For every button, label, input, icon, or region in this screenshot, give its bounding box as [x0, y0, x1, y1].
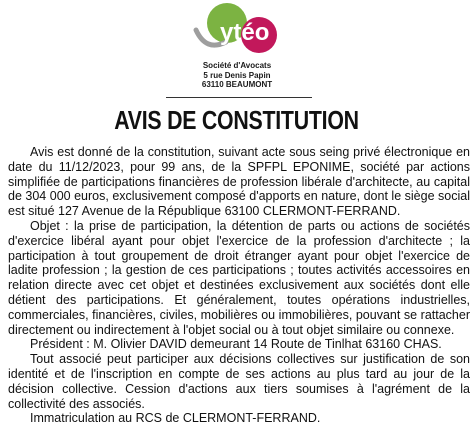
divider	[166, 97, 312, 98]
paragraph-constitution: Avis est donné de la constitution, suivant acte sous seing privé électronique en date du 11/12/2023, pour 99 ans, de la SPFPL EPONIME, société par actions simplifiée de participations financières de profession libérale d'architecte, au capital de 304 000 euros, exclusivement composé d'apports en nature, dont le siège social est situé 127 Avenue de la République 63100 CLERMONT-FERRAND.	[8, 145, 470, 219]
paragraph-president: Président : M. Olivier DAVID demeurant 14 Route de Tinlhat 63160 CHAS.	[30, 337, 442, 352]
logo-brand-text: ytéo	[220, 19, 270, 46]
paragraph-immatriculation: Immatriculation au RCS de CLERMONT-FERRAND.	[30, 411, 321, 426]
logo	[192, 2, 282, 90]
logo-line-2: 5 rue Denis Papin	[203, 70, 271, 80]
logo-line-3: 63110 BEAUMONT	[201, 80, 273, 90]
paragraph-decisions: Tout associé peut participer aux décisions collectives sur justification de son identité et de l'inscription en compte de ses actions au plus tard au jour de la décision collective. Cession d'actions aux tiers soumises à l'agrément de la collectivité des associés.	[8, 352, 470, 411]
logo-line-1: Société d'Avocats	[202, 61, 272, 70]
yteo-logo-icon	[192, 2, 282, 60]
paragraph-objet: Objet : la prise de participation, la détention de parts ou actions de sociétés d'exercice libéral ayant pour objet l'exercice de la profession d'architecte ; la participation à tout groupement de droit étranger ayant pour objet l'exercice de ladite profession ; la gestion de ces participations ; toutes activités accessoires en relation directe avec cet objet et destinées exclusivement aux sociétés dont elle détient des participations. Et généralement, toutes opérations industrielles, commerciales, financières, civiles, mobilières ou immobilières, pouvant se rattacher directement ou indirectement à l'objet social ou à tout objet similaire ou connexe.	[8, 218, 470, 337]
notice-body	[8, 145, 470, 426]
notice-title: AVIS DE CONSTITUTION	[114, 105, 359, 135]
logo-address	[192, 61, 282, 90]
